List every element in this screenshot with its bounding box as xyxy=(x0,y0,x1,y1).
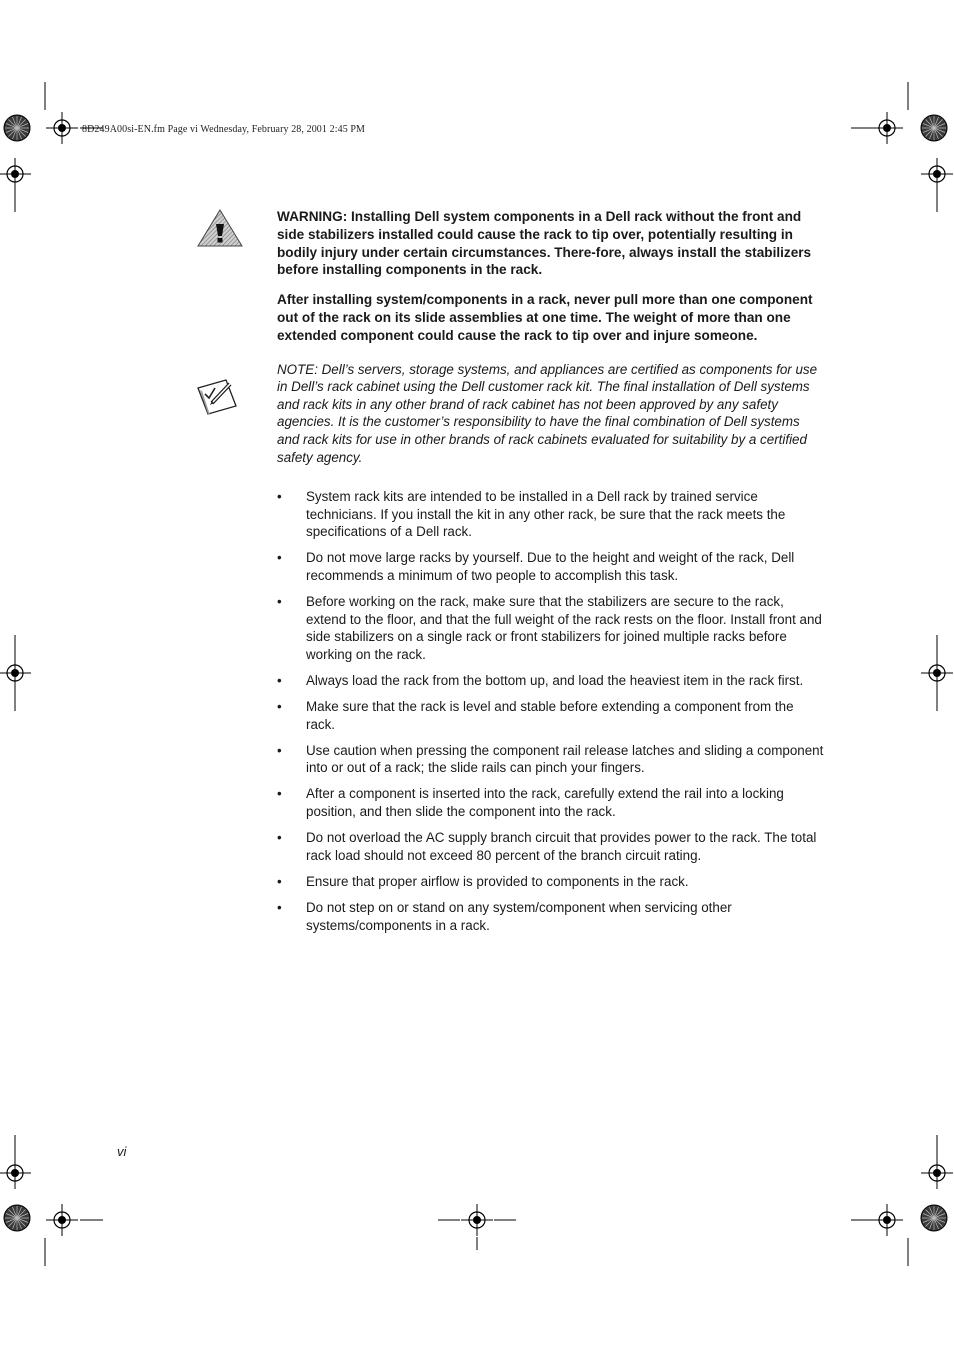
list-item-text: System rack kits are intended to be installed in a Dell rack by trained service technicians. If you install the kit in any other rack, be sure that the rack meets the specifications of a Dell rack. xyxy=(306,489,786,540)
list-item-text: Always load the rack from the bottom up, and load the heaviest item in the rack first. xyxy=(306,672,804,688)
list-item-text: Do not move large racks by yourself. Due to the height and weight of the rack, Dell recommends a minimum of two people to accomplish this task. xyxy=(306,550,795,584)
bullet-icon: • xyxy=(277,489,282,505)
registration-mark-icon xyxy=(0,158,31,190)
bullet-icon: • xyxy=(277,873,282,889)
registration-mark-icon xyxy=(0,657,31,689)
bullet-icon: • xyxy=(277,550,282,566)
warning-paragraph-1: WARNING: Installing Dell system components in a Dell rack without the front and side stabilizers installed could cause the rack to tip over, potentially resulting in bodily injury under certain circumstances. There-fore, always install the stabilizers before installing components in the rack. xyxy=(277,209,812,278)
note-text: NOTE: Dell’s servers, storage systems, and appliances are certified as components for use in Dell’s rack cabinet using the Dell customer rack kit. The final installation of Dell systems and rack kits in any other brand of rack cabinet has not been approved by any safety agencies. It is the customer’s responsibility to have the final combination of Dell systems and rack kits for use in other brands of rack cabinets evaluated for suitability by a certified safety agency. xyxy=(277,361,818,465)
list-item-text: Make sure that the rack is level and stable before extending a component from the rack. xyxy=(306,699,794,732)
registration-mark-icon xyxy=(46,1204,78,1236)
warning-paragraph-2: After installing system/components in a rack, never pull more than one component out of the rack on its slide assemblies at one time. The weight of more than one extended component could cause the rack to tip over and injure someone. xyxy=(277,292,813,343)
registration-mark-icon xyxy=(871,1204,903,1236)
registration-mark-icon xyxy=(0,1157,31,1189)
color-target-icon xyxy=(4,1205,30,1231)
registration-mark-icon xyxy=(46,112,78,144)
list-item-text: Do not step on or stand on any system/component when servicing other systems/components in a rack. xyxy=(306,899,732,933)
page-number: vi xyxy=(117,1144,127,1159)
registration-mark-icon xyxy=(921,657,953,689)
registration-mark-icon xyxy=(921,158,953,190)
list-item-text: Use caution when pressing the component rail release latches and sliding a component into or out of a rack; the slide rails can pinch your fingers. xyxy=(306,742,824,776)
bullet-icon: • xyxy=(277,830,282,846)
list-item-text: Before working on the rack, make sure that the stabilizers are secure to the rack, extend to the floor, and that the full weight of the rack rests on the floor. Install front and side stabilizers on a single rack or front stabilizers for joined multiple racks before working on the rack. xyxy=(306,594,822,662)
list-item-text: Do not overload the AC supply branch circuit that provides power to the rack. The total rack load should not exceed 80 percent of the branch circuit rating. xyxy=(306,830,817,863)
bullet-icon: • xyxy=(277,594,282,610)
color-target-icon xyxy=(4,115,30,141)
bullet-icon: • xyxy=(277,672,282,688)
print-slug: 8D249A00si-EN.fm Page vi Wednesday, February 28, 2001 2:45 PM xyxy=(82,124,366,135)
bullet-icon: • xyxy=(277,899,282,915)
list-item-text: Ensure that proper airflow is provided to components in the rack. xyxy=(306,873,689,889)
bullet-icon: • xyxy=(277,699,282,715)
color-target-icon xyxy=(921,115,947,141)
bullet-icon: • xyxy=(277,742,282,758)
registration-mark-icon xyxy=(871,112,903,144)
bullet-icon: • xyxy=(277,786,282,802)
registration-mark-icon xyxy=(461,1204,493,1236)
color-target-icon xyxy=(921,1205,947,1231)
registration-mark-icon xyxy=(921,1157,953,1189)
list-item-text: After a component is inserted into the rack, carefully extend the rail into a locking position, and then slide the component into the rack. xyxy=(306,786,784,820)
